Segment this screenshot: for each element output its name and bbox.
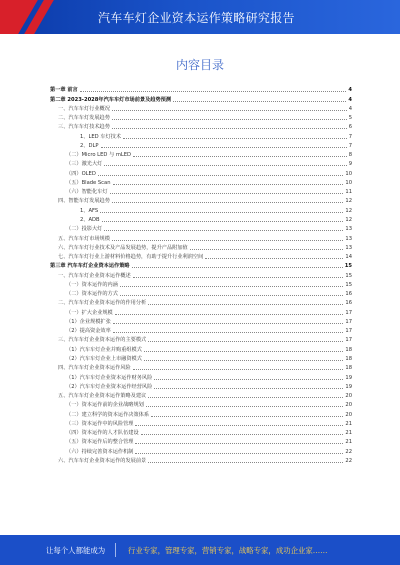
toc-entry-page: 20 (345, 402, 352, 409)
footer-slogan-right: 行业专家，管理专家，营销专家，战略专家，成功企业家…… (128, 546, 328, 555)
toc-entry[interactable] (50, 149, 352, 158)
toc-entry-page: 12 (345, 198, 352, 205)
toc-leader-dots (148, 397, 343, 398)
footer-slogan-left: 让每个人都能成为 (46, 546, 106, 555)
toc-leader-dots (120, 286, 344, 287)
toc-entry[interactable] (50, 390, 352, 399)
toc-entry-label: （二）资本运作的方式 (66, 291, 118, 298)
toc-entry-label: （六）持续完善资本运作机制 (66, 448, 134, 455)
toc-entry-label: （六）智能化车灯 (66, 189, 108, 196)
toc-entry[interactable] (50, 455, 352, 464)
toc-entry-label: （二）投影大灯 (66, 226, 103, 233)
toc-leader-dots (144, 360, 343, 361)
toc-entry[interactable] (50, 223, 352, 232)
toc-entry-page: 8 (348, 152, 352, 159)
toc-entry-label: 二、汽车车灯企业资本运作的作用分析 (58, 300, 147, 307)
toc-entry-label: 一、汽车车灯行业概况 (58, 105, 110, 112)
toc-entry-page: 20 (345, 411, 352, 418)
toc-entry[interactable] (50, 445, 352, 454)
toc-entry-label: 1、AFS (80, 207, 99, 214)
toc-entry[interactable] (50, 112, 352, 121)
toc-leader-dots (135, 453, 343, 454)
toc-entry-label: 四、汽车车灯企业资本运作风险 (58, 365, 131, 372)
toc-entry-page: 7 (348, 133, 352, 140)
toc-leader-dots (104, 230, 343, 231)
toc-entry-page: 18 (345, 355, 352, 362)
toc-entry-page: 18 (345, 365, 352, 372)
toc-entry-label: 五、汽车车灯企业资本运作策略及建议 (58, 393, 147, 400)
toc-entry[interactable] (50, 408, 352, 417)
toc-entry-page: 22 (345, 457, 352, 464)
toc-entry-page: 14 (345, 254, 352, 261)
toc-entry-page: 7 (348, 142, 352, 149)
toc-entry[interactable] (50, 251, 352, 260)
toc-entry-page: 12 (345, 207, 352, 214)
toc-leader-dots (151, 416, 343, 417)
toc-entry-page: 17 (345, 328, 352, 335)
toc-entry[interactable] (50, 103, 352, 112)
toc-entry-label: 七、汽车车灯行业上游材料价格趋势，有助于提升行业利润空间 (58, 254, 204, 261)
toc-entry-page: 19 (345, 383, 352, 390)
toc-leader-dots (104, 165, 346, 166)
table-of-contents (50, 84, 352, 464)
toc-entry[interactable] (50, 158, 352, 167)
toc-entry-page: 13 (345, 226, 352, 233)
toc-entry-label: （四）资本运作的人才队伍建设 (66, 430, 139, 437)
toc-entry-page: 15 (345, 281, 352, 288)
toc-entry-label: 二、汽车车灯发展趋势 (58, 115, 110, 122)
toc-entry-label: 五、汽车车灯市场规模 (58, 235, 110, 242)
toc-entry-label: （二）Micro LED 与 mLED (66, 152, 132, 159)
toc-leader-dots (113, 184, 344, 185)
toc-leader-dots (190, 249, 344, 250)
toc-entry[interactable] (50, 288, 352, 297)
toc-entry-page: 13 (345, 244, 352, 251)
toc-entry-page: 22 (345, 448, 352, 455)
toc-entry[interactable] (50, 186, 352, 195)
toc-leader-dots (112, 110, 347, 111)
toc-entry[interactable] (50, 121, 352, 130)
toc-entry-page: 18 (345, 346, 352, 353)
toc-entry-page: 11 (345, 189, 352, 196)
toc-entry-label: （一）资本运作前的企业战略规划 (66, 402, 144, 409)
toc-entry-page: 17 (345, 337, 352, 344)
toc-entry-label: （一）资本运作的内涵 (66, 281, 118, 288)
toc-entry-label: （三）资本运作中的风险管理 (66, 420, 134, 427)
toc-entry-page: 10 (345, 179, 352, 186)
toc-entry[interactable] (50, 325, 352, 334)
toc-leader-dots (112, 202, 344, 203)
toc-entry-label: 第二章 2023-2028年汽车车灯市场前景及趋势预测 (50, 96, 172, 103)
toc-leader-dots (101, 147, 347, 148)
toc-entry[interactable] (50, 204, 352, 213)
toc-leader-dots (148, 304, 343, 305)
toc-entry-label: （五）Blade Scan (66, 179, 111, 186)
toc-leader-dots (133, 369, 344, 370)
toc-entry[interactable] (50, 297, 352, 306)
toc-entry[interactable] (50, 381, 352, 390)
toc-entry-page: 5 (348, 115, 352, 122)
toc-entry-label: （1）企业规模扩张 (66, 318, 111, 325)
toc-entry-label: 一、汽车车灯企业资本运作概述 (58, 272, 131, 279)
toc-entry-label: 六、汽车车灯企业资本运作的发展前景 (58, 457, 147, 464)
toc-leader-dots (98, 175, 344, 176)
toc-entry[interactable] (50, 399, 352, 408)
toc-entry-label: 2、ADB (80, 216, 100, 223)
toc-leader-dots (205, 258, 343, 259)
toc-entry-label: （2）提高资金效率 (66, 328, 111, 335)
toc-entry[interactable] (50, 232, 352, 241)
toc-entry[interactable] (50, 334, 352, 343)
toc-entry-label: （2）汽车车灯企业资本运作经营风险 (66, 383, 153, 390)
toc-entry[interactable] (50, 279, 352, 288)
toc-leader-dots (132, 267, 343, 268)
toc-entry[interactable] (50, 427, 352, 436)
toc-leader-dots (102, 221, 344, 222)
toc-entry-label: 第三章 汽车车灯企业资本运作策略 (50, 263, 130, 270)
toc-entry-label: （2）汽车车灯企业上市融资模式 (66, 355, 142, 362)
toc-entry[interactable] (50, 130, 352, 139)
toc-entry-label: 第一章 前言 (50, 87, 78, 94)
toc-entry-page: 6 (348, 124, 352, 131)
toc-entry-page: 4 (348, 105, 352, 112)
toc-leader-dots (80, 91, 347, 92)
toc-entry[interactable] (50, 371, 352, 380)
toc-leader-dots (154, 388, 343, 389)
toc-entry-label: （五）资本运作后的整合管理 (66, 439, 134, 446)
report-header-banner (0, 0, 400, 34)
toc-entry-label: 1、LED 车灯技术 (80, 133, 122, 140)
toc-entry-label: 2、DLP (80, 142, 99, 149)
toc-entry[interactable] (50, 316, 352, 325)
toc-entry[interactable] (50, 242, 352, 251)
toc-leader-dots (173, 101, 346, 102)
toc-entry-page: 4 (348, 96, 352, 103)
toc-entry[interactable] (50, 140, 352, 149)
toc-entry-page: 16 (345, 291, 352, 298)
toc-entry[interactable] (50, 177, 352, 186)
toc-entry-page: 17 (345, 309, 352, 316)
toc-leader-dots (120, 295, 344, 296)
toc-leader-dots (113, 332, 344, 333)
toc-leader-dots (141, 434, 344, 435)
toc-entry-label: （1）汽车车灯企业资本运作财务风险 (66, 374, 153, 381)
toc-entry-page: 20 (345, 393, 352, 400)
toc-leader-dots (144, 351, 343, 352)
toc-entry-page: 10 (345, 170, 352, 177)
toc-leader-dots (112, 240, 344, 241)
toc-entry[interactable] (50, 84, 352, 93)
toc-entry-page: 21 (345, 439, 352, 446)
toc-leader-dots (113, 323, 344, 324)
toc-entry[interactable] (50, 418, 352, 427)
toc-entry-page: 15 (345, 272, 352, 279)
toc-entry-page: 13 (345, 235, 352, 242)
toc-leader-dots (100, 212, 343, 213)
toc-leader-dots (133, 156, 347, 157)
toc-entry-label: （二）建立科学的资本运作决策体系 (66, 411, 150, 418)
footer-banner (0, 535, 400, 565)
toc-entry[interactable] (50, 436, 352, 445)
toc-entry[interactable] (50, 214, 352, 223)
toc-leader-dots (110, 193, 344, 194)
toc-entry[interactable] (50, 353, 352, 362)
toc-entry-label: 六、汽车车灯行业技术及产品发展趋势，提升产品附加值 (58, 244, 188, 251)
toc-entry-label: （三）激光大灯 (66, 161, 103, 168)
toc-leader-dots (148, 341, 343, 342)
toc-entry[interactable] (50, 260, 352, 269)
toc-leader-dots (154, 379, 343, 380)
toc-entry-label: 四、智能车灯发展趋势 (58, 198, 110, 205)
toc-leader-dots (112, 128, 347, 129)
toc-entry-label: （四）OLED (66, 170, 96, 177)
toc-leader-dots (148, 462, 343, 463)
toc-leader-dots (115, 314, 344, 315)
report-title: 汽车车灯企业资本运作策略研究报告 (98, 11, 295, 25)
toc-entry[interactable] (50, 269, 352, 278)
toc-entry-page: 9 (348, 161, 352, 168)
toc-entry[interactable] (50, 306, 352, 315)
toc-leader-dots (135, 425, 343, 426)
toc-entry[interactable] (50, 195, 352, 204)
toc-entry-page: 21 (345, 420, 352, 427)
footer-divider (115, 543, 116, 557)
toc-entry-label: 三、汽车车灯技术趋势 (58, 124, 110, 131)
toc-entry-page: 17 (345, 318, 352, 325)
toc-leader-dots (135, 443, 343, 444)
toc-entry-page: 21 (345, 430, 352, 437)
toc-entry-label: （一）扩大企业规模 (66, 309, 113, 316)
toc-leader-dots (123, 138, 347, 139)
toc-entry[interactable] (50, 362, 352, 371)
toc-entry-label: （1）汽车车灯企业并购重组模式 (66, 346, 142, 353)
toc-entry-page: 4 (348, 87, 352, 94)
toc-entry[interactable] (50, 93, 352, 102)
toc-entry-label: 三、汽车车灯企业资本运作的主要模式 (58, 337, 147, 344)
toc-entry[interactable] (50, 167, 352, 176)
toc-entry-page: 19 (345, 374, 352, 381)
toc-heading: 内容目录 (175, 58, 224, 72)
toc-entry[interactable] (50, 343, 352, 352)
toc-leader-dots (133, 277, 344, 278)
toc-entry-page: 16 (345, 300, 352, 307)
toc-entry-page: 15 (344, 263, 352, 270)
toc-leader-dots (146, 406, 344, 407)
toc-entry-page: 12 (345, 216, 352, 223)
toc-leader-dots (112, 119, 347, 120)
